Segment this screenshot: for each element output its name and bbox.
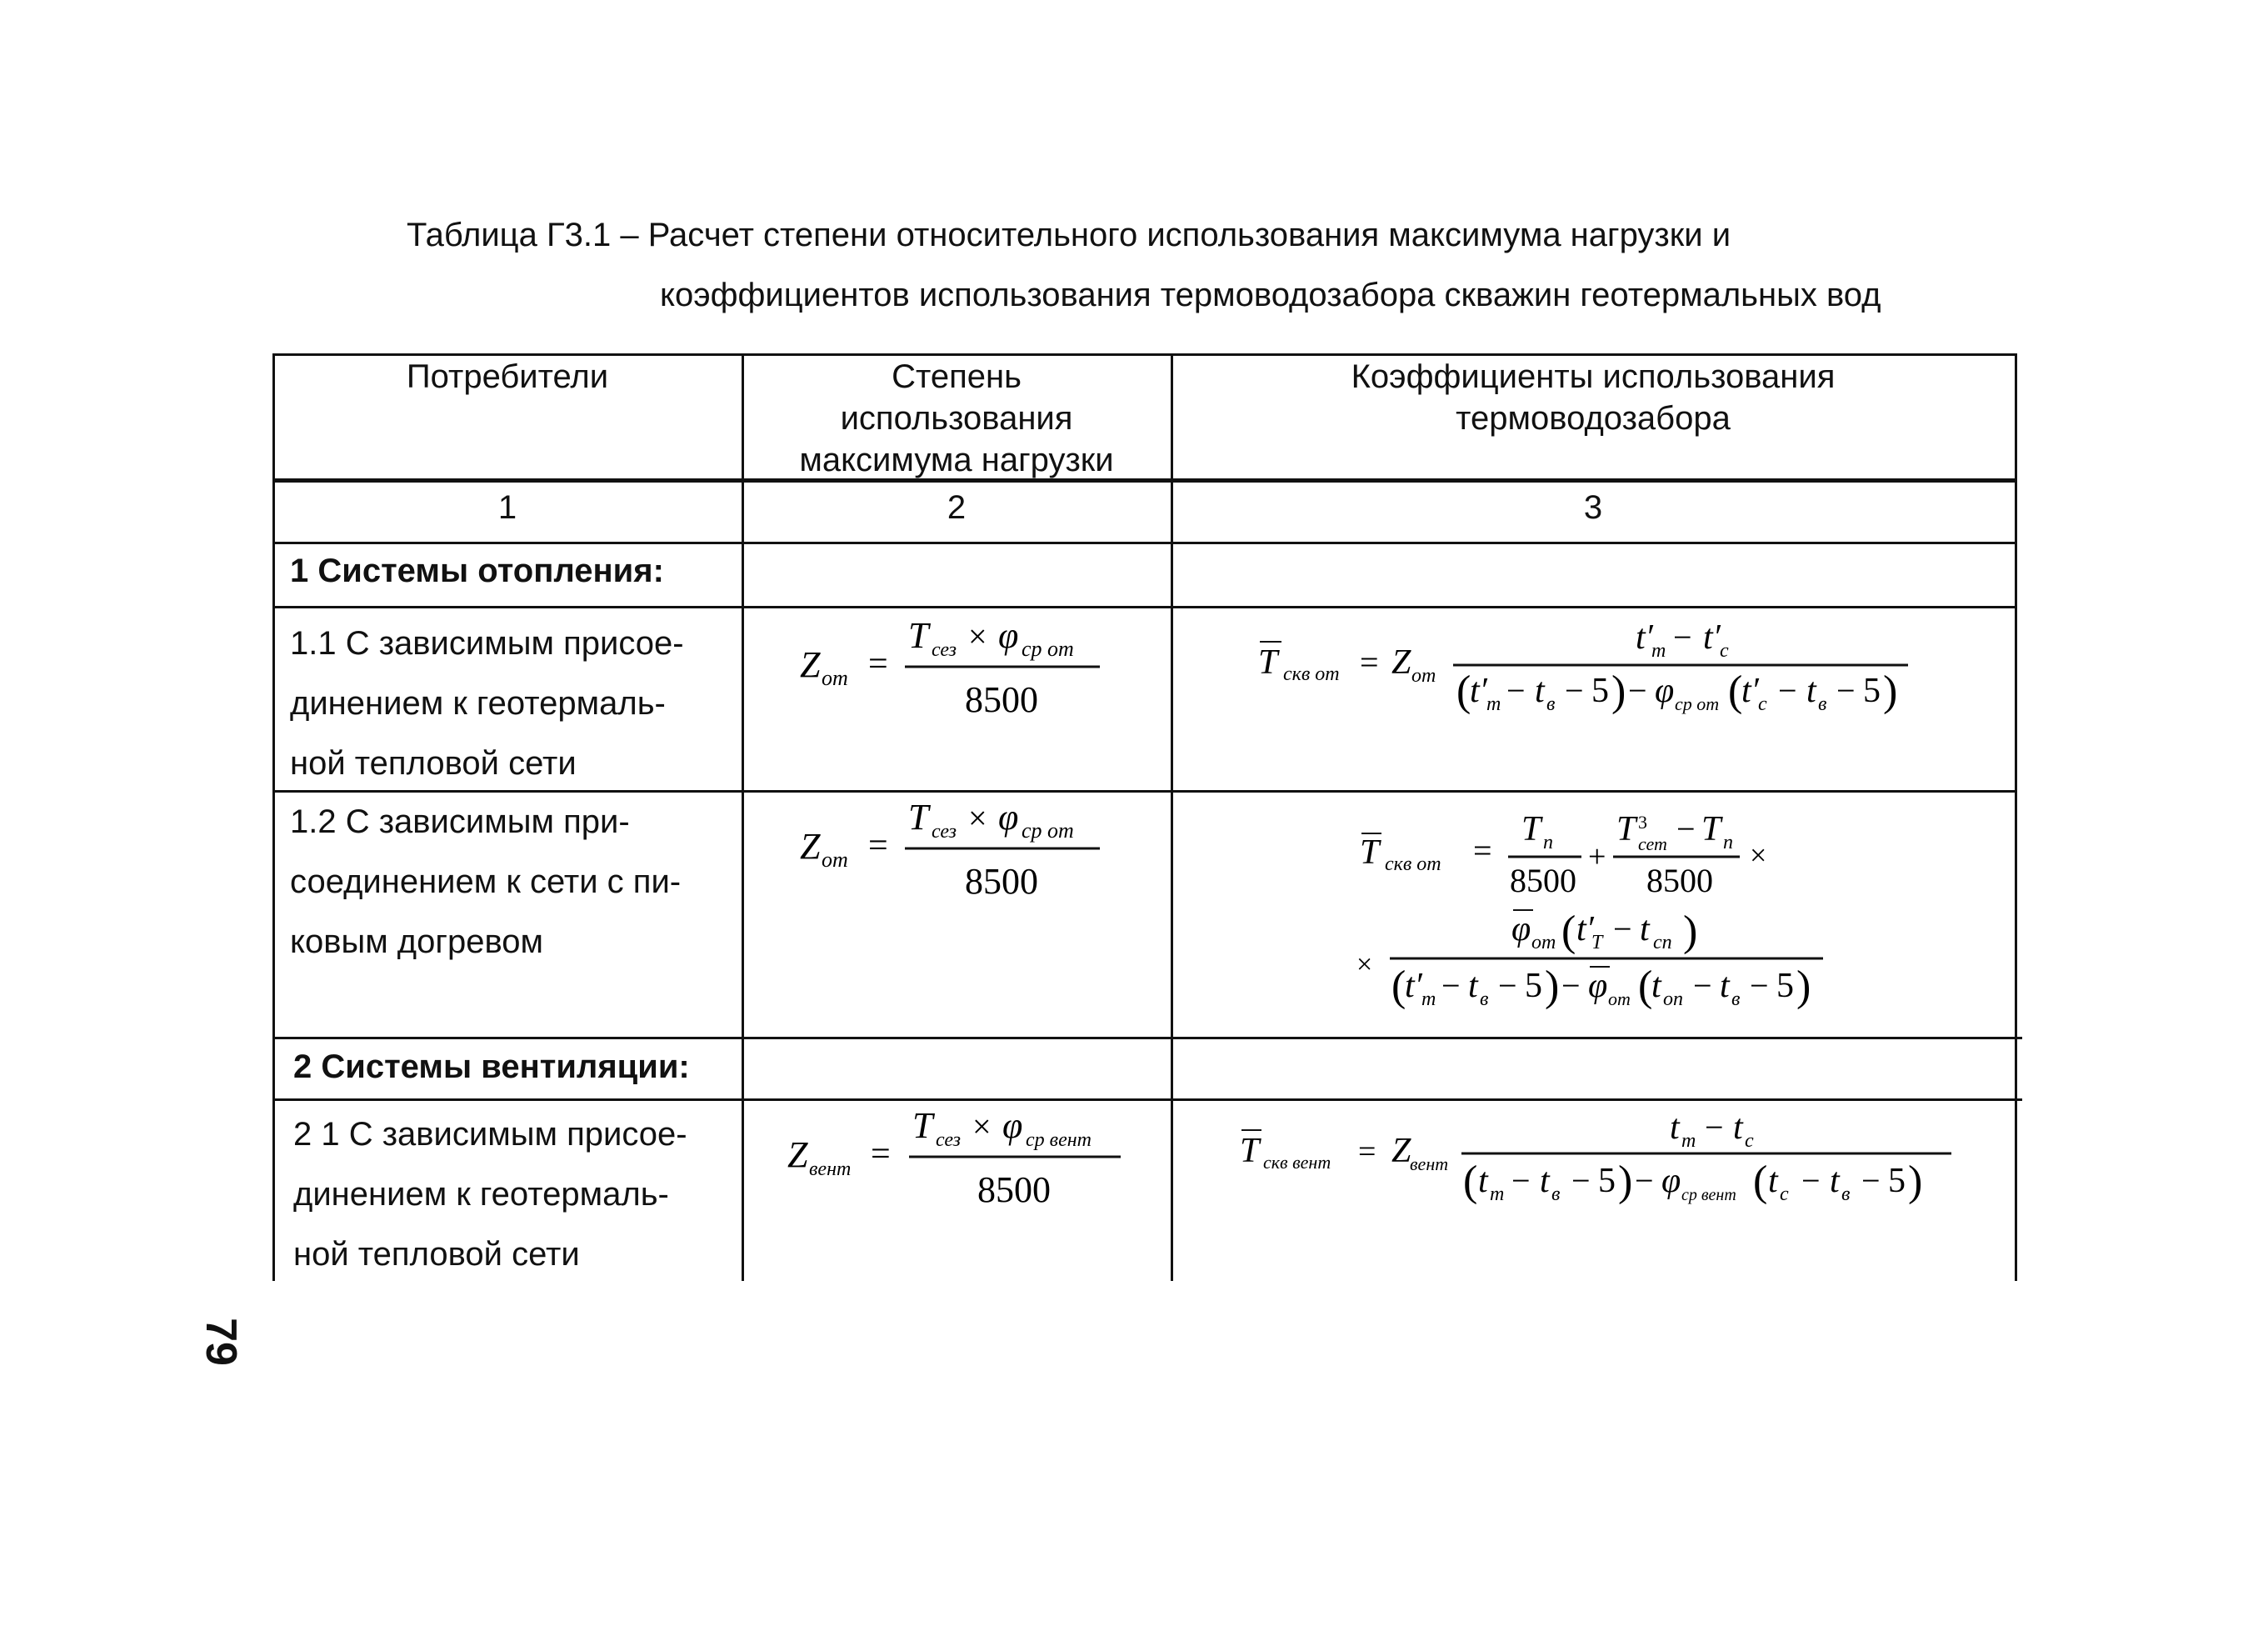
svg-text:в: в <box>1551 1183 1561 1205</box>
svg-text:t′: t′ <box>1741 672 1759 710</box>
svg-text:×: × <box>1750 838 1767 872</box>
svg-text:): ) <box>1618 1158 1633 1205</box>
col-number-2: 2 <box>947 489 967 526</box>
svg-text:сез: сез <box>936 1129 962 1151</box>
row-ventilation-systems: 2 Системы вентиляции: <box>293 1048 690 1085</box>
svg-text:t: t <box>1540 1162 1550 1200</box>
header-consumers: Потребители <box>406 358 609 395</box>
svg-text:сет: сет <box>1638 833 1667 854</box>
svg-text:t: t <box>1535 672 1545 710</box>
svg-text:вент: вент <box>1410 1153 1449 1174</box>
svg-text:T: T <box>908 797 929 838</box>
svg-text:−: − <box>1673 618 1692 656</box>
svg-text:т: т <box>1490 1183 1505 1205</box>
svg-text:t′: t′ <box>1470 672 1487 710</box>
svg-text:×: × <box>968 799 987 837</box>
formula-1-1-coefficient <box>1256 618 1923 736</box>
table-caption-line-2: коэффициентов использования термоводозабора скважин геотермальных вод <box>660 277 1881 313</box>
svg-text:−: − <box>1750 967 1769 1004</box>
svg-text:t′: t′ <box>1405 967 1422 1005</box>
svg-text:φ: φ <box>998 797 1019 838</box>
svg-text:в: в <box>1841 1183 1851 1205</box>
svg-text:φ: φ <box>998 615 1019 656</box>
svg-text:φ: φ <box>1655 672 1675 710</box>
svg-text:T: T <box>1701 810 1721 848</box>
svg-text:T: T <box>1360 833 1380 872</box>
svg-text:(: ( <box>1561 908 1576 955</box>
svg-text:φ: φ <box>1661 1162 1681 1200</box>
svg-text:−: − <box>1441 967 1461 1004</box>
svg-text:T: T <box>908 615 929 656</box>
svg-text:скв от: скв от <box>1385 853 1441 875</box>
svg-text:5: 5 <box>1888 1162 1906 1200</box>
svg-text:t: t <box>1733 1108 1743 1147</box>
svg-text:−: − <box>1506 672 1526 709</box>
svg-text:−: − <box>1571 1162 1591 1199</box>
svg-text:t: t <box>1720 967 1730 1005</box>
svg-text:−: − <box>1801 1162 1821 1199</box>
col-number-3: 3 <box>1583 489 1603 526</box>
svg-text:с: с <box>1720 640 1729 662</box>
svg-text:3: 3 <box>1638 812 1647 833</box>
svg-text:−: − <box>1613 910 1632 948</box>
svg-text:Z: Z <box>1391 1132 1411 1170</box>
svg-text:от: от <box>1608 988 1631 1009</box>
svg-text:т: т <box>1486 693 1501 715</box>
svg-text:T: T <box>1258 643 1278 682</box>
svg-text:t: t <box>1830 1162 1840 1200</box>
svg-text:=: = <box>1360 643 1379 681</box>
svg-text:t: t <box>1640 910 1650 948</box>
svg-text:t′: t′ <box>1576 910 1594 948</box>
svg-text:−: − <box>1693 967 1712 1004</box>
svg-text:скв вент: скв вент <box>1263 1152 1331 1173</box>
formula-2-1-coefficient <box>1236 1108 1970 1226</box>
svg-text:ср вент: ср вент <box>1681 1186 1736 1204</box>
svg-text:Z: Z <box>800 826 821 867</box>
svg-text:ср вент: ср вент <box>1026 1129 1092 1151</box>
svg-text:от: от <box>822 666 848 690</box>
svg-text:=: = <box>871 1135 891 1173</box>
svg-text:сез: сез <box>932 639 957 661</box>
table-caption-line-1: Таблица Г3.1 – Расчет степени относительного использования максимума нагрузки и <box>407 217 1731 253</box>
svg-text:−: − <box>1628 672 1647 709</box>
svg-text:): ) <box>1611 668 1626 715</box>
svg-text:T: T <box>1240 1132 1260 1170</box>
row-1-1-label: 1.1 С зависимым присое- динением к геотермаль- ной тепловой сети <box>290 625 684 782</box>
svg-text:−: − <box>1635 1162 1654 1199</box>
row-1-2-label: 1.2 С зависимым при- соединением к сети с пи- ковым догревом <box>290 803 682 960</box>
svg-text:): ) <box>1683 908 1698 955</box>
svg-text:Z: Z <box>1391 643 1411 682</box>
svg-text:t: t <box>1468 967 1478 1005</box>
page-number: 79 <box>196 1318 245 1366</box>
svg-text:t: t <box>1670 1108 1680 1147</box>
svg-text:в: в <box>1731 988 1741 1010</box>
svg-text:−: − <box>1705 1108 1724 1146</box>
svg-text:): ) <box>1908 1158 1923 1205</box>
svg-text:8500: 8500 <box>965 861 1038 902</box>
svg-text:в: в <box>1818 693 1827 715</box>
svg-text:с: с <box>1758 693 1767 715</box>
svg-text:(: ( <box>1391 963 1406 1010</box>
svg-text:−: − <box>1676 810 1696 848</box>
svg-text:(: ( <box>1638 963 1653 1010</box>
svg-text:вент: вент <box>809 1158 852 1180</box>
svg-text:5: 5 <box>1863 672 1881 710</box>
svg-text:с: с <box>1780 1183 1789 1205</box>
svg-text:ср от: ср от <box>1022 818 1074 843</box>
svg-text:−: − <box>1561 967 1581 1004</box>
svg-text:скв от: скв от <box>1283 663 1340 685</box>
svg-text:от: от <box>1411 665 1436 687</box>
svg-text:5: 5 <box>1598 1162 1616 1200</box>
svg-text:): ) <box>1883 668 1898 715</box>
svg-text:ср от: ср от <box>1675 693 1720 714</box>
formula-1-1-load-usage <box>800 615 1133 736</box>
svg-text:в: в <box>1546 693 1556 715</box>
svg-text:(: ( <box>1753 1158 1768 1205</box>
svg-text:5: 5 <box>1591 672 1609 710</box>
svg-text:сп: сп <box>1653 932 1672 953</box>
svg-text:от: от <box>822 848 848 872</box>
svg-text:сез: сез <box>932 821 957 843</box>
header-load-usage: Степень использования максимума нагрузки <box>799 358 1114 478</box>
svg-text:T: T <box>1616 810 1636 848</box>
svg-text:в: в <box>1480 988 1489 1010</box>
svg-text:−: − <box>1861 1162 1881 1199</box>
svg-text:=: = <box>868 645 888 683</box>
svg-text:T: T <box>1521 810 1541 848</box>
svg-text:φ: φ <box>1588 967 1608 1005</box>
svg-text:ср от: ср от <box>1022 637 1074 661</box>
svg-text:5: 5 <box>1776 967 1794 1005</box>
svg-text:(: ( <box>1728 668 1743 715</box>
header-coefficients: Коэффициенты использования термоводозабора <box>1351 358 1836 437</box>
svg-text:φ: φ <box>1511 910 1531 948</box>
svg-text:T: T <box>912 1105 933 1146</box>
formula-const: 8500 <box>965 679 1038 720</box>
svg-text:т: т <box>1651 640 1666 662</box>
svg-text:t: t <box>1768 1162 1778 1200</box>
svg-text:t: t <box>1651 967 1661 1005</box>
svg-text:−: − <box>1565 672 1584 709</box>
svg-text:т: т <box>1421 988 1436 1010</box>
svg-text:φ: φ <box>1002 1105 1023 1146</box>
svg-text:8500: 8500 <box>1646 862 1713 899</box>
svg-text:+: + <box>1588 839 1606 874</box>
svg-text:Z: Z <box>787 1134 808 1175</box>
formula-1-2-coefficient <box>1356 800 1873 1034</box>
row-heating-systems: 1 Системы отопления: <box>290 553 664 589</box>
svg-text:): ) <box>1796 963 1811 1010</box>
svg-text:×: × <box>1356 949 1373 980</box>
svg-text:−: − <box>1498 967 1517 1004</box>
svg-text:−: − <box>1778 672 1797 709</box>
svg-text:t′: t′ <box>1703 618 1721 657</box>
svg-text:(: ( <box>1463 1158 1478 1205</box>
svg-text:×: × <box>972 1108 992 1145</box>
formula-1-2-load-usage <box>800 797 1133 918</box>
svg-text:(: ( <box>1456 668 1471 715</box>
svg-text:): ) <box>1545 963 1560 1010</box>
svg-text:=: = <box>1473 832 1492 869</box>
svg-text:=: = <box>868 827 888 865</box>
svg-text:−: − <box>1511 1162 1531 1199</box>
svg-text:8500: 8500 <box>1510 862 1576 899</box>
svg-text:t′: t′ <box>1636 618 1653 657</box>
svg-text:п: п <box>1543 832 1553 853</box>
svg-text:×: × <box>968 618 987 655</box>
svg-text:т: т <box>1681 1130 1696 1152</box>
svg-text:от: от <box>1531 932 1556 953</box>
svg-text:оп: оп <box>1663 988 1683 1010</box>
svg-text:с: с <box>1745 1130 1754 1152</box>
svg-text:Т: Т <box>1591 932 1603 953</box>
svg-text:8500: 8500 <box>977 1169 1051 1210</box>
svg-text:Z: Z <box>800 644 821 685</box>
svg-text:5: 5 <box>1525 967 1542 1005</box>
svg-text:−: − <box>1836 672 1856 709</box>
row-2-1-label: 2 1 С зависимым присое- динением к геотермаль- ной тепловой сети <box>293 1116 687 1273</box>
col-number-1: 1 <box>497 489 517 526</box>
svg-text:=: = <box>1358 1134 1376 1169</box>
formula-2-1-load-usage <box>787 1105 1146 1226</box>
svg-text:п: п <box>1723 832 1733 853</box>
svg-text:t: t <box>1478 1162 1488 1200</box>
svg-text:t: t <box>1806 672 1816 710</box>
